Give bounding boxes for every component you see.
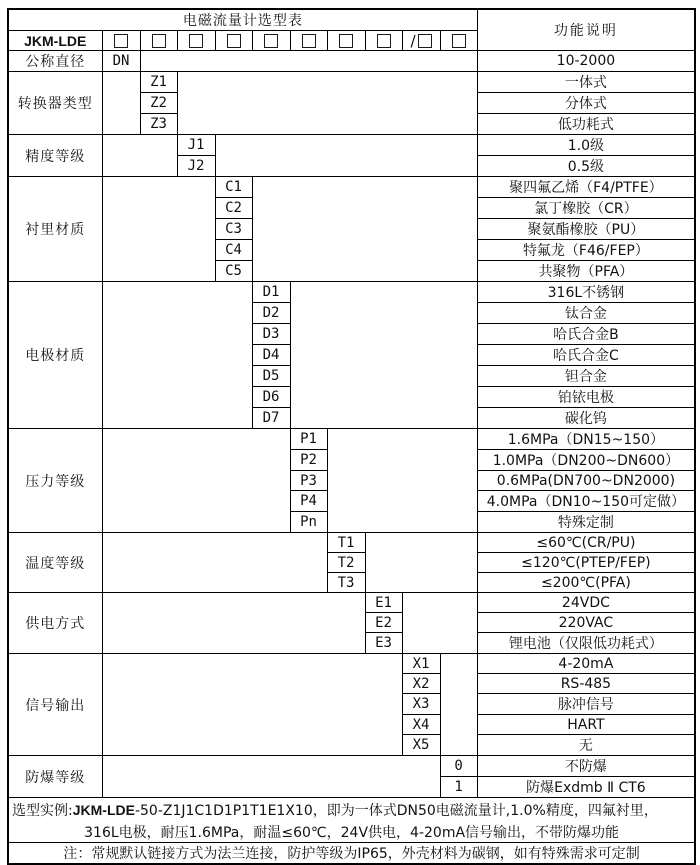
- empty-cell: [290, 282, 477, 429]
- option-desc: 聚四氟乙烯（F4/PTFE）: [477, 177, 695, 198]
- section-label-power-supply: 供电方式: [8, 593, 102, 654]
- option-desc: 防爆Exdmb Ⅱ CT6: [477, 777, 695, 798]
- checkbox-icon[interactable]: [189, 34, 203, 48]
- option-code: T1: [327, 533, 365, 553]
- checkbox-icon[interactable]: [264, 34, 278, 48]
- empty-cell: [177, 72, 477, 135]
- table-row: [8, 429, 695, 450]
- table-row: [8, 654, 695, 674]
- option-code: D5: [252, 366, 290, 387]
- option-desc: 锂电池（仅限低功耗式）: [477, 633, 695, 654]
- option-desc: 聚氨酯橡胶（PU）: [477, 219, 695, 240]
- option-desc: 24VDC: [477, 593, 695, 613]
- table-row: [8, 593, 695, 613]
- option-code: Z3: [140, 114, 177, 135]
- example-code-suffix: -50-Z1J1C1D1P1T1E1X10，即为一体式DN50电磁流量计,1.0%精度，四氟衬里，: [134, 803, 658, 819]
- empty-cell: [102, 72, 140, 135]
- section-label-pressure: 压力等级: [8, 429, 102, 533]
- option-desc: 哈氏合金C: [477, 345, 695, 366]
- option-code: D3: [252, 324, 290, 345]
- checkbox-icon[interactable]: [377, 34, 391, 48]
- model-checkbox-cell: [440, 31, 477, 51]
- option-code: D1: [252, 282, 290, 303]
- option-code: DN: [102, 51, 140, 72]
- option-code: X2: [402, 674, 440, 694]
- option-desc: ≤60℃(CR/PU): [477, 533, 695, 553]
- option-desc: 碳化钨: [477, 408, 695, 429]
- checkbox-icon[interactable]: [302, 34, 316, 48]
- section-label-electrode: 电极材质: [8, 282, 102, 429]
- option-code: X1: [402, 654, 440, 674]
- option-desc: 分体式: [477, 93, 695, 114]
- option-code: D6: [252, 387, 290, 408]
- empty-cell: [102, 756, 440, 798]
- option-desc: 脉冲信号: [477, 694, 695, 715]
- empty-cell: [102, 429, 290, 533]
- option-code: C1: [215, 177, 252, 198]
- section-label-diameter: 公称直径: [8, 51, 102, 72]
- option-desc: 1.0MPa（DN200~DN600）: [477, 450, 695, 471]
- option-desc: 无: [477, 735, 695, 756]
- option-code: 1: [440, 777, 477, 798]
- checkbox-icon[interactable]: [227, 34, 241, 48]
- model-checkbox-cell: [252, 31, 290, 51]
- option-code: Z2: [140, 93, 177, 114]
- option-code: C5: [215, 261, 252, 282]
- checkbox-icon[interactable]: [452, 34, 466, 48]
- model-checkbox-cell: [365, 31, 402, 51]
- empty-cell: [102, 533, 327, 593]
- section-label-explosion-proof: 防爆等级: [8, 756, 102, 798]
- option-desc: 低功耗式: [477, 114, 695, 135]
- empty-cell: [102, 135, 177, 177]
- slash-separator: /: [410, 31, 416, 50]
- option-desc: 钛合金: [477, 303, 695, 324]
- option-desc: 特氟龙（F46/FEP）: [477, 240, 695, 261]
- option-desc: 铂铱电极: [477, 387, 695, 408]
- example-model: JKM-LDE: [72, 802, 135, 818]
- selection-table: [7, 8, 696, 865]
- table-row: [8, 177, 695, 198]
- model-checkbox-cell: [140, 31, 177, 51]
- option-code: C4: [215, 240, 252, 261]
- checkbox-icon[interactable]: [418, 34, 432, 48]
- option-code: X5: [402, 735, 440, 756]
- option-desc: 0.5级: [477, 156, 695, 177]
- checkbox-icon[interactable]: [152, 34, 166, 48]
- title-row: [8, 9, 695, 31]
- empty-cell: [402, 593, 477, 654]
- option-code: E2: [365, 613, 402, 633]
- model-checkbox-cell: [102, 31, 140, 51]
- empty-cell: [215, 135, 477, 177]
- table-row: [8, 282, 695, 303]
- option-desc: RS-485: [477, 674, 695, 694]
- function-column-header: 功能说明: [477, 9, 695, 51]
- option-desc: 10-2000: [477, 51, 695, 72]
- example-line2: 316L电极，耐压1.6MPa，耐温≤60℃，24V供电，4-20mA信号输出，不带防爆功能: [84, 825, 620, 841]
- option-code: D7: [252, 408, 290, 429]
- option-desc: 氯丁橡胶（CR）: [477, 198, 695, 219]
- model-checkbox-cell: [215, 31, 252, 51]
- empty-cell: [365, 533, 477, 593]
- option-code: 0: [440, 756, 477, 777]
- model-checkbox-cell: [327, 31, 365, 51]
- option-code: C2: [215, 198, 252, 219]
- section-label-liner: 衬里材质: [8, 177, 102, 282]
- option-desc: 4-20mA: [477, 654, 695, 674]
- example-row: [8, 798, 695, 843]
- option-desc: 1.6MPa（DN15~150）: [477, 429, 695, 450]
- option-code: T3: [327, 573, 365, 593]
- option-code: E3: [365, 633, 402, 654]
- option-desc: ≤200℃(PFA): [477, 573, 695, 593]
- page-title: 电磁流量计选型表: [8, 9, 477, 31]
- option-desc: 4.0MPa（DN10~150可定做）: [477, 491, 695, 512]
- table-row: [8, 756, 695, 777]
- option-code: D2: [252, 303, 290, 324]
- empty-cell: [140, 51, 477, 72]
- option-code: J2: [177, 156, 215, 177]
- option-desc: 不防爆: [477, 756, 695, 777]
- example-line1: [9, 798, 694, 820]
- empty-cell: [327, 429, 477, 533]
- option-code: X4: [402, 715, 440, 735]
- model-checkbox-cell: [402, 31, 440, 51]
- option-desc: 316L不锈钢: [477, 282, 695, 303]
- option-code: J1: [177, 135, 215, 156]
- note-row: [8, 843, 695, 865]
- table-row: [8, 135, 695, 156]
- option-code: P1: [290, 429, 327, 450]
- example-text: [8, 798, 695, 843]
- empty-cell: [102, 654, 402, 756]
- option-code: P4: [290, 491, 327, 512]
- option-code: Z1: [140, 72, 177, 93]
- option-code: P2: [290, 450, 327, 471]
- section-label-converter-type: 转换器类型: [8, 72, 102, 135]
- table-row: [8, 72, 695, 93]
- section-label-signal-output: 信号输出: [8, 654, 102, 756]
- checkbox-icon[interactable]: [114, 34, 128, 48]
- option-desc: 0.6MPa(DN700~DN2000): [477, 471, 695, 491]
- option-code: P3: [290, 471, 327, 491]
- option-code: D4: [252, 345, 290, 366]
- section-label-accuracy: 精度等级: [8, 135, 102, 177]
- model-checkbox-cell: [177, 31, 215, 51]
- note-text: 注：常规默认链接方式为法兰连接，防护等级为IP65，外壳材料为碳钢，如有特殊需求可定制: [8, 843, 695, 865]
- option-code: E1: [365, 593, 402, 613]
- option-desc: 1.0级: [477, 135, 695, 156]
- option-desc: 特殊定制: [477, 512, 695, 533]
- option-code: T2: [327, 553, 365, 573]
- option-code: C3: [215, 219, 252, 240]
- option-desc: 共聚物（PFA）: [477, 261, 695, 282]
- example-label: 选型实例:: [12, 803, 73, 819]
- option-desc: 钽合金: [477, 366, 695, 387]
- empty-cell: [102, 282, 252, 429]
- option-code: Pn: [290, 512, 327, 533]
- table-row: [8, 533, 695, 553]
- empty-cell: [440, 654, 477, 756]
- section-label-temperature: 温度等级: [8, 533, 102, 593]
- model-checkbox-cell: [290, 31, 327, 51]
- option-desc: 哈氏合金B: [477, 324, 695, 345]
- option-desc: 一体式: [477, 72, 695, 93]
- option-desc: 220VAC: [477, 613, 695, 633]
- option-desc: HART: [477, 715, 695, 735]
- empty-cell: [102, 177, 215, 282]
- empty-cell: [102, 593, 365, 654]
- option-desc: ≤120℃(PTEP/FEP): [477, 553, 695, 573]
- model-label: JKM-LDE: [8, 31, 102, 51]
- checkbox-icon[interactable]: [339, 34, 353, 48]
- table-row: [8, 51, 695, 72]
- empty-cell: [252, 177, 477, 282]
- option-code: X3: [402, 694, 440, 715]
